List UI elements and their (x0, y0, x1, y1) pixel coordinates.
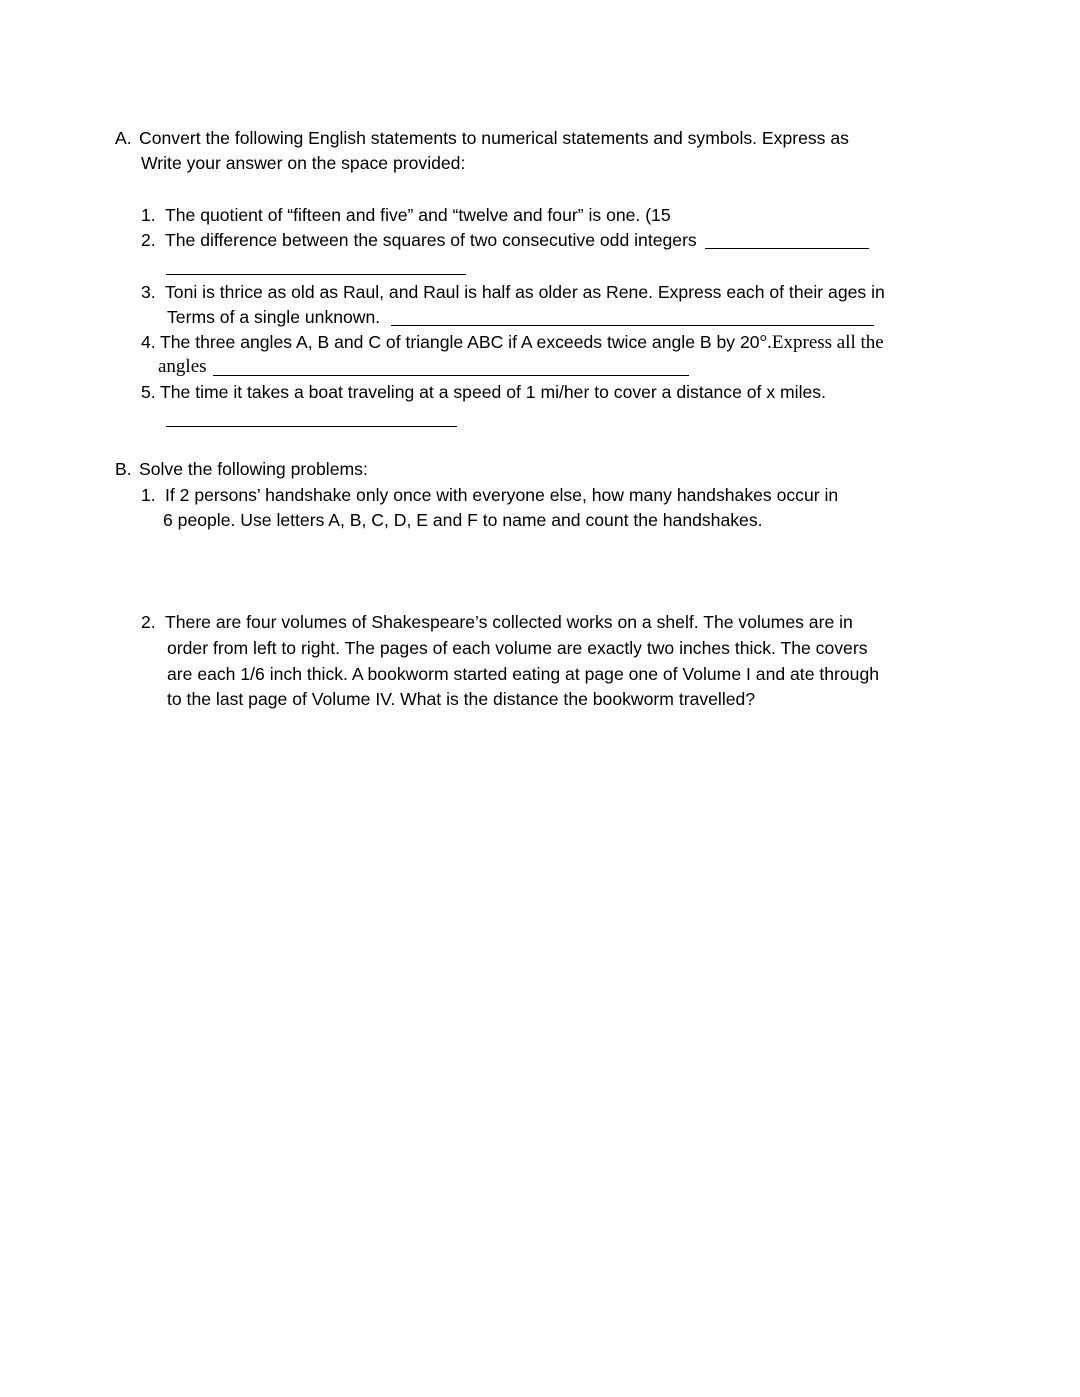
problem-b2-number: 2. (141, 612, 156, 632)
question-a5-number: 5. (141, 382, 156, 402)
problem-b2-line4: to the last page of Volume IV. What is the distance the bookworm travelled? (167, 689, 756, 709)
answer-line-a3[interactable] (391, 325, 874, 326)
section-b-heading-text: Solve the following problems: (139, 459, 368, 479)
problem-b1-number: 1. (141, 485, 156, 505)
question-a2-number: 2. (141, 230, 156, 250)
question-a4-number: 4. (141, 332, 156, 352)
question-a5 (141, 381, 826, 403)
question-a3 (141, 281, 885, 303)
problem-b2-line3: are each 1/6 inch thick. A bookworm started eating at page one of Volume I and ate through (167, 664, 880, 684)
problem-b2-text: There are four volumes of Shakespeare’s collected works on a shelf. The volumes are in (165, 612, 853, 632)
section-a-heading (115, 127, 849, 149)
answer-line-a4[interactable] (213, 375, 689, 376)
answer-line-a2[interactable] (705, 248, 869, 249)
question-a1-number: 1. (141, 205, 156, 225)
question-a5-text: The time it takes a boat traveling at a speed of 1 mi/her to cover a distance of x miles. (160, 382, 826, 402)
section-b-letter: B. (115, 459, 132, 479)
problem-b1 (141, 484, 838, 506)
question-a2 (141, 229, 697, 251)
question-a1 (141, 204, 671, 226)
problem-b1-continued: 6 people. Use letters A, B, C, D, E and F to name and count the handshakes. (163, 510, 763, 530)
problem-b2-line2: order from left to right. The pages of each volume are exactly two inches thick. The covers (167, 638, 868, 658)
answer-line-a2-continued[interactable] (166, 274, 466, 275)
question-a2-text: The difference between the squares of two consecutive odd integers (165, 230, 697, 250)
question-a3-continued: Terms of a single unknown. (167, 307, 381, 327)
question-a3-number: 3. (141, 282, 156, 302)
section-a-instruction: Write your answer on the space provided: (141, 153, 466, 173)
problem-b1-text: If 2 persons’ handshake only once with everyone else, how many handshakes occur in (165, 485, 839, 505)
question-a1-text: The quotient of “fifteen and five” and “twelve and four” is one. (15 (165, 205, 671, 225)
answer-line-a5[interactable] (166, 426, 457, 427)
section-a-letter: A. (115, 128, 132, 148)
question-a4 (141, 331, 884, 354)
question-a4-continued: angles (158, 356, 207, 377)
section-b-heading (115, 458, 368, 480)
question-a3-text: Toni is thrice as old as Raul, and Raul is half as older as Rene. Express each of their ages in (165, 282, 885, 302)
section-a-heading-text: Convert the following English statements to numerical statements and symbols. Express as (139, 128, 849, 148)
problem-b2 (141, 611, 853, 633)
question-a4-text-serif: °.Express all the (759, 332, 884, 353)
question-a4-text: The three angles A, B and C of triangle ABC if A exceeds twice angle B by 20 (160, 332, 760, 352)
